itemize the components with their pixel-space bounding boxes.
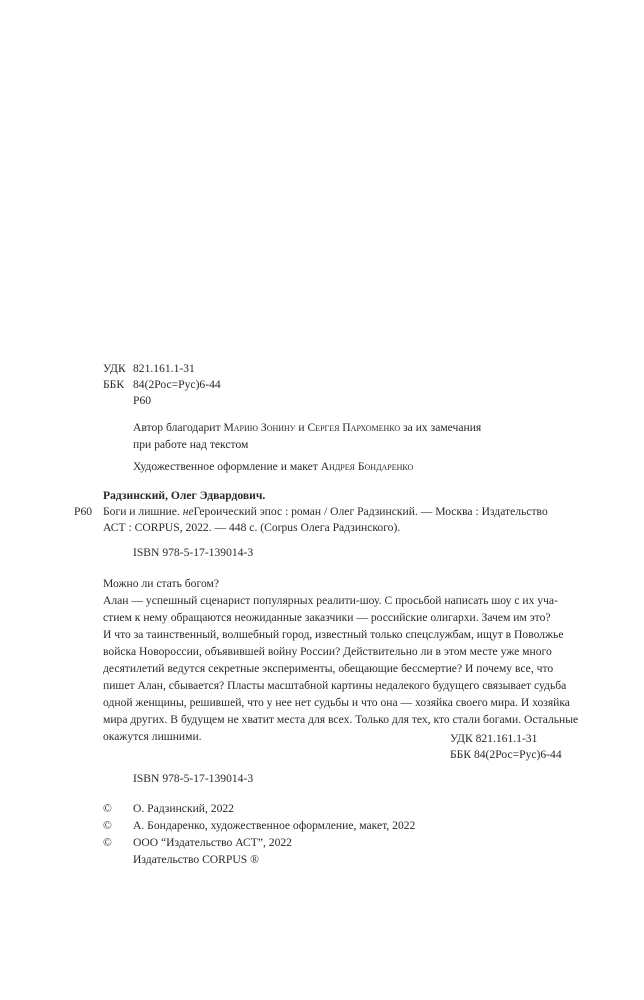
copyright-text: А. Бондаренко, художественное оформление, макет, 2022 [133,819,416,832]
annotation-line: окажутся лишними. [103,730,202,743]
copyright-row [103,851,259,868]
catalog-side-mark: Р60 [74,505,93,518]
copyright-text: Издательство CORPUS ® [133,853,259,866]
footer-bbk: ББК 84(2Рос=Рус)6-44 [450,748,562,761]
annotation-line: пишет Алан, сбывается? Пласты масштабной картины недалекого будущего связывает судьба [103,679,567,692]
udk-code: 821.161.1-31 [133,362,195,375]
annotation-line: Алан — успешный сценарист популярных реалити-шоу. С просьбой написать шоу с их уча- [103,594,558,607]
footer-udk: УДК 821.161.1-31 [450,732,538,745]
copyright-row [103,800,234,817]
ack-name-2: Сергея Пархоменко [307,421,401,434]
catalog-title-italic: не [182,505,194,518]
copyright-row [103,834,292,851]
catalog-isbn: ISBN 978-5-17-139014-3 [133,546,254,559]
annotation-line: мира других. В будущем не хватит места для всех. Только для тех, кто стали богами. Остальные [103,713,579,726]
acknowledgement-line-1 [133,419,481,436]
annotation-line: десятилетий ведутся секретные эксперименты, обещающие бессмертие? И почему все, что [103,662,554,675]
catalog-author-heading: Радзинский, Олег Эдвардович. [103,489,266,502]
catalog-line-1 [103,505,548,518]
ack-name-1: Марию Зонину [223,421,296,434]
acknowledgement-line-2: при работе над текстом [133,438,249,451]
isbn-secondary: ISBN 978-5-17-139014-3 [133,772,254,785]
annotation-line: Можно ли стать богом? [103,577,219,590]
annotation [103,575,579,745]
annotation-line: войска Новороссии, объявившей войну России? Действительно ли в этом месте уже много [103,645,552,658]
catalog-title: Боги и лишние. [103,505,183,518]
copyright-symbol: © [103,819,112,832]
bbk-code: 84(2Рос=Рус)6-44 [133,378,221,391]
annotation-line: одной женщины, решившей, что у нее нет судьбы и что она — хозяйка своего мира. И хозяйка [103,696,570,709]
ack-mid: и [295,421,308,434]
design-name: Андрея Бондаренко [320,460,414,473]
catalog-title-rest: Героический эпос : роман / Олег Радзинский. — Москва : Издательство [193,505,548,518]
copyright-symbol: © [103,802,112,815]
udk-label: УДК [103,362,126,375]
ack-tail: за их замечания [400,421,482,434]
bbk-label: ББК [103,378,125,391]
catalog-line-2: АСТ : CORPUS, 2022. — 448 с. (Corpus Олега Радзинского). [103,521,401,534]
annotation-line: И что за таинственный, волшебный город, известный только спецслужбам, ищут в Поволжье [103,628,564,641]
design-lead: Художественное оформление и макет [133,460,321,473]
annotation-line: стием к нему обращаются неожиданные заказчики — российские олигархи. Зачем им это? [103,611,551,624]
copyright-text: ООО “Издательство АСТ”, 2022 [133,836,292,849]
acknowledgement [133,419,481,453]
author-mark: Р60 [133,394,152,407]
copyright-row [103,817,415,834]
copyright-symbol: © [103,836,112,849]
ack-lead: Автор благодарит [133,421,224,434]
design-credit [133,460,413,473]
copyright-text: О. Радзинский, 2022 [133,802,234,815]
